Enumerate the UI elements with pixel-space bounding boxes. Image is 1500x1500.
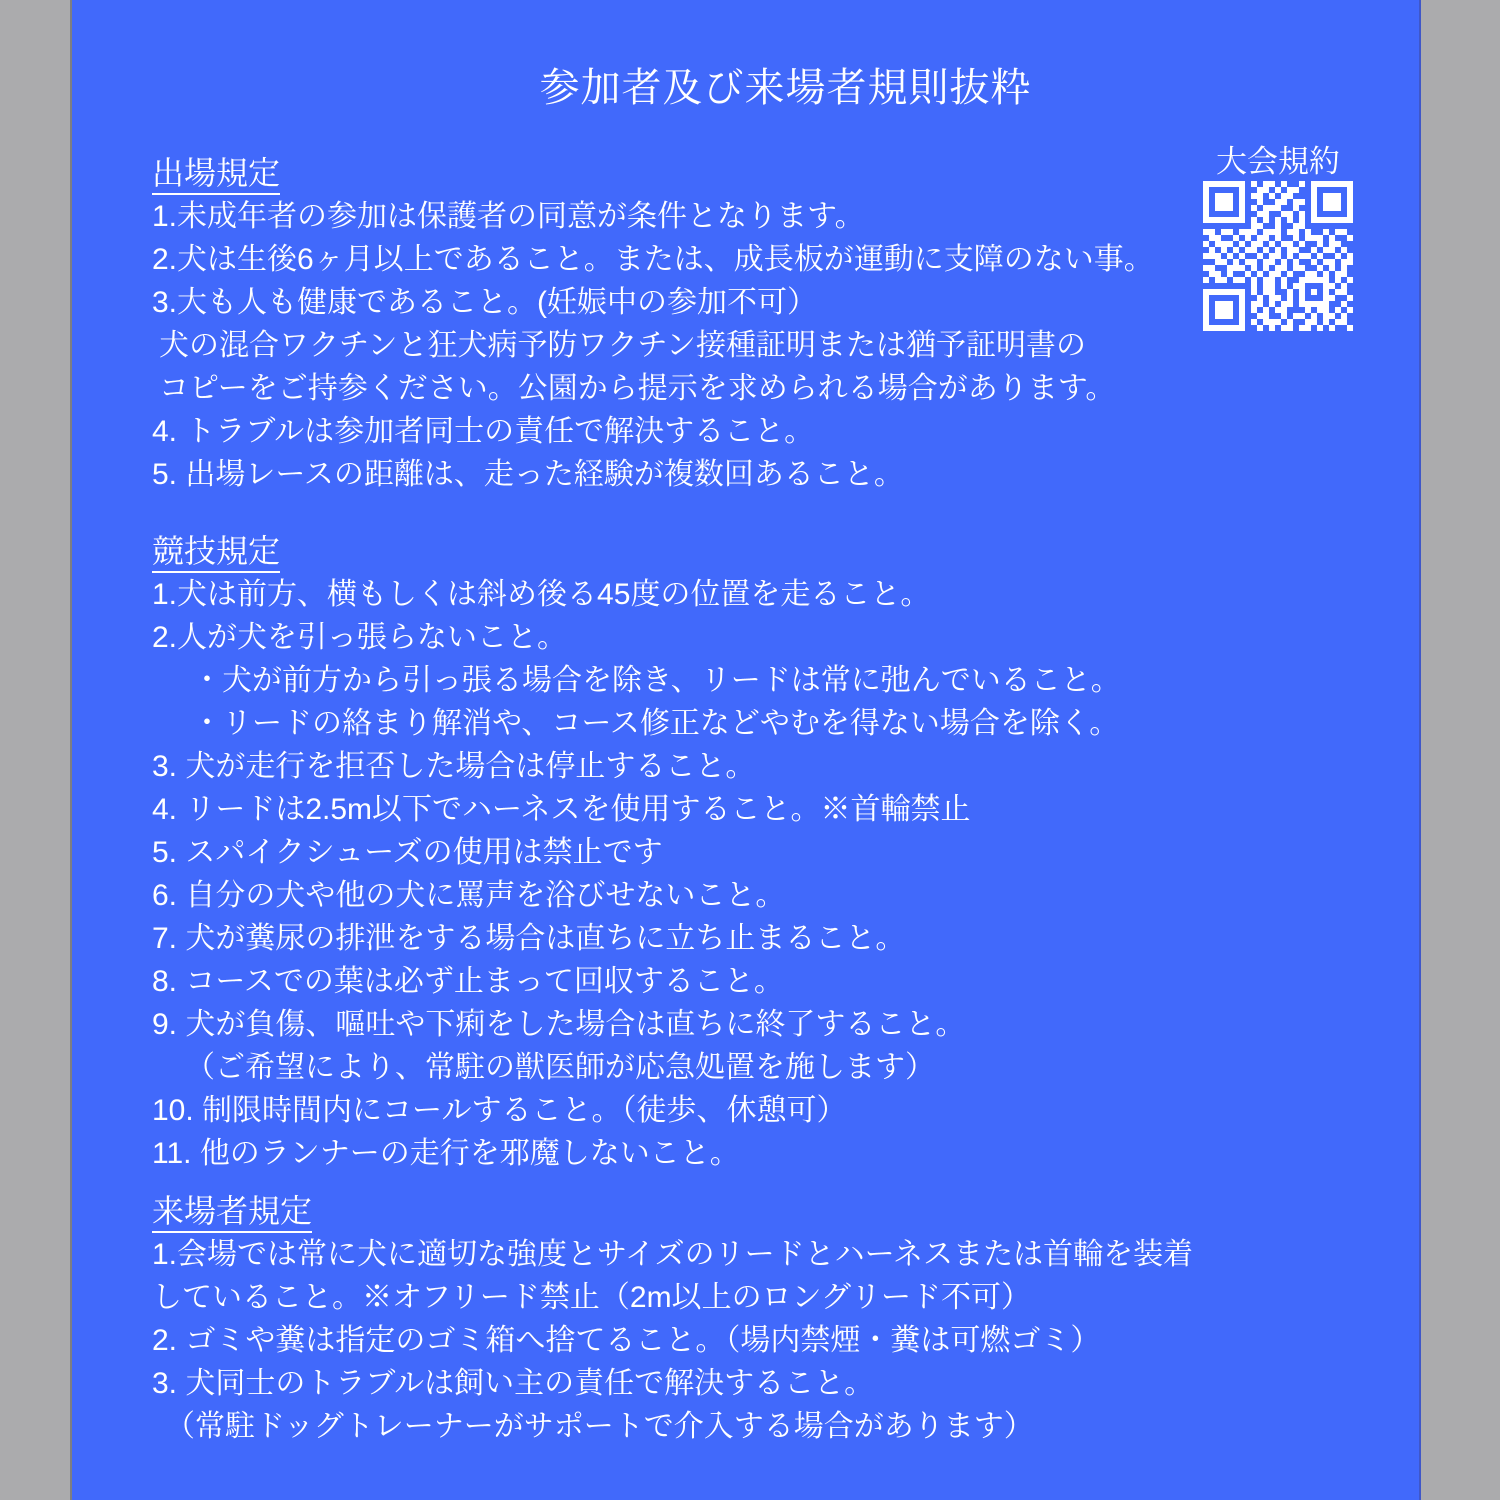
rule-line: （ご希望により、常駐の獣医師が応急処置を施します） (185, 1051, 935, 1084)
rule-line: コピーをご持参ください。公園から提示を求められる場合があります。 (159, 372, 1116, 405)
rule-line: 4. リードは2.5m以下でハーネスを使用すること。※首輪禁止 (152, 793, 971, 826)
rule-line: 9. 犬が負傷、嘔吐や下痢をした場合は直ちに終了すること。 (152, 1008, 966, 1041)
rule-line: 5. スパイクシューズの使用は禁止です (152, 836, 663, 869)
rule-line: 3. 犬が走行を拒否した場合は停止すること。 (152, 750, 756, 783)
rule-line: ・リードの絡まり解消や、コース修正などやむを得ない場合を除く。 (192, 707, 1120, 740)
section-heading: 出場規定 (152, 152, 1379, 195)
rule-line: 2.人が犬を引っ張らないこと。 (152, 621, 568, 654)
rule-line: ・犬が前方から引っ張る場合を除き、リードは常に弛んでいること。 (192, 664, 1121, 697)
section-heading: 来場者規定 (152, 1190, 1379, 1233)
rule-line: 1.犬は前方、横もしくは斜め後る45度の位置を走ること。 (152, 578, 931, 611)
rule-line: 3. 犬同士のトラブルは飼い主の責任で解決すること。 (152, 1367, 875, 1400)
rule-line: 5. 出場レースの距離は、走った経験が複数回あること。 (152, 458, 904, 491)
rule-line: 10. 制限時間内にコールすること。（徒歩、休憩可） (152, 1094, 847, 1127)
rules-panel (70, 0, 1421, 1500)
rule-line: していること。※オフリード禁止（2m以上のロングリード不可） (152, 1281, 1031, 1314)
rule-line: 8. コースでの葉は必ず止まって回収すること。 (152, 965, 784, 998)
rule-line: 犬の混合ワクチンと狂犬病予防ワクチン接種証明または猶予証明書の (159, 329, 1086, 362)
section-heading: 競技規定 (152, 530, 1379, 573)
qr-label: 大会規約 (1216, 144, 1340, 179)
rule-line: 6. 自分の犬や他の犬に罵声を浴びせないこと。 (152, 879, 786, 912)
rule-line: 1.会場では常に犬に適切な強度とサイズのリードとハーネスまたは首輪を装着 (152, 1238, 1194, 1271)
rules-section (152, 530, 1379, 1175)
rule-line: 4. トラブルは参加者同士の責任で解決すること。 (152, 415, 815, 448)
rule-line: 2. ゴミや糞は指定のゴミ箱へ捨てること。（場内禁煙・糞は可燃ゴミ） (152, 1324, 1101, 1357)
rules-section (152, 152, 1379, 496)
rule-line: 2.犬は生後6ヶ月以上であること。または、成長板が運動に支障のない事。 (152, 243, 1154, 276)
page-title: 参加者及び来場者規則抜粋 (539, 66, 1032, 110)
rule-line: 1.未成年者の参加は保護者の同意が条件となります。 (152, 200, 865, 233)
rules-section (152, 1190, 1379, 1448)
rule-line: （常駐ドッグトレーナーがサポートで介入する場合があります） (165, 1410, 1034, 1443)
rule-line: 11. 他のランナーの走行を邪魔しないこと。 (152, 1137, 740, 1170)
rule-line: 7. 犬が糞尿の排泄をする場合は直ちに立ち止まること。 (152, 922, 906, 955)
rule-line: 3.大も人も健康であること。(妊娠中の参加不可） (152, 286, 818, 319)
